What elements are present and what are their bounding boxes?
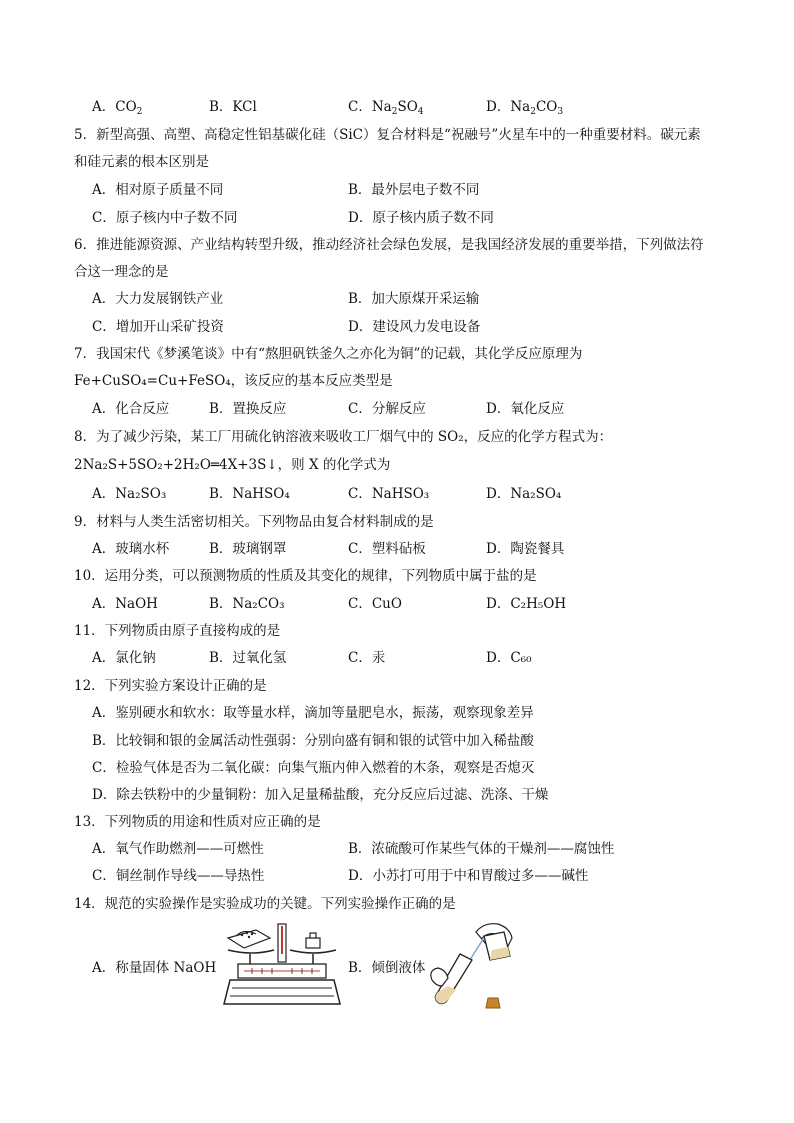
q12-stem: 12．下列实验方案设计正确的是 <box>74 678 267 694</box>
q6-option-a[interactable]: A．大力发展钢铁产业 <box>92 291 224 307</box>
pouring-liquid-illustration <box>426 920 518 1012</box>
q7-option-b[interactable]: B．置换反应 <box>209 401 287 417</box>
q5-option-d[interactable]: D．原子核内质子数不同 <box>348 210 494 226</box>
q4-option-b[interactable]: B．KCl <box>209 99 257 115</box>
q11-option-d[interactable]: D．C₆₀ <box>486 650 532 666</box>
q11-option-c[interactable]: C．汞 <box>348 650 386 666</box>
q14-option-b[interactable]: B．倾倒液体 <box>348 960 426 976</box>
q6-option-b[interactable]: B．加大原煤开采运输 <box>348 291 480 307</box>
q7-option-a[interactable]: A．化合反应 <box>92 401 170 417</box>
q9-option-a[interactable]: A．玻璃水杯 <box>92 541 170 557</box>
q7-option-d[interactable]: D．氧化反应 <box>486 401 565 417</box>
q9-option-c[interactable]: C．塑料砧板 <box>348 541 426 557</box>
q8-option-b[interactable]: B．NaHSO₄ <box>209 486 290 502</box>
q12-option-d[interactable]: D．除去铁粉中的少量铜粉：加入足量稀盐酸，充分反应后过滤、洗涤、干燥 <box>92 787 549 803</box>
q11-option-b[interactable]: B．过氧化氢 <box>209 650 287 666</box>
q10-stem: 10．运用分类，可以预测物质的性质及其变化的规律，下列物质中属于盐的是 <box>74 568 537 584</box>
q13-option-a[interactable]: A．氧气作助燃剂——可燃性 <box>92 841 264 857</box>
q10-option-d[interactable]: D．C₂H₅OH <box>486 596 567 612</box>
q8-option-c[interactable]: C．NaHSO₃ <box>348 486 430 502</box>
q13-option-d[interactable]: D．小苏打可用于中和胃酸过多——碱性 <box>348 868 589 884</box>
q6-stem-line2: 合这一理念的是 <box>74 264 169 280</box>
q5-stem-line1: 5．新型高强、高塑、高稳定性铝基碳化硅（SiC）复合材料是“祝融号”火星车中的一种重要材料。碳元素 <box>74 127 701 143</box>
q5-option-c[interactable]: C．原子核内中子数不同 <box>92 210 238 226</box>
q7-stem-line1: 7．我国宋代《梦溪笔谈》中有“熬胆矾铁釜久之亦化为铜”的记载，其化学反应原理为 <box>74 346 583 362</box>
q13-option-b[interactable]: B．浓硫酸可作某些气体的干燥剂——腐蚀性 <box>348 841 615 857</box>
q5-stem-line2: 和硅元素的根本区别是 <box>74 154 209 170</box>
q4-option-a[interactable]: A．$CO_2$ <box>92 99 143 117</box>
q11-option-a[interactable]: A．氯化钠 <box>92 650 156 666</box>
q9-option-b[interactable]: B．玻璃钢罩 <box>209 541 287 557</box>
q7-stem-line2: Fe+CuSO₄=Cu+FeSO₄，该反应的基本反应类型是 <box>74 373 393 389</box>
q7-option-c[interactable]: C．分解反应 <box>348 401 426 417</box>
q9-option-d[interactable]: D．陶瓷餐具 <box>486 541 565 557</box>
q6-option-c[interactable]: C．增加开山采矿投资 <box>92 319 224 335</box>
q8-option-a[interactable]: A．Na₂SO₃ <box>92 486 167 502</box>
q10-option-b[interactable]: B．Na₂CO₃ <box>209 596 285 612</box>
q4-option-d[interactable]: D．$Na_2CO_3$ <box>486 99 564 117</box>
q8-option-d[interactable]: D．Na₂SO₄ <box>486 486 562 502</box>
q12-option-b[interactable]: B．比较铜和银的金属活动性强弱：分别向盛有铜和银的试管中加入稀盐酸 <box>92 733 534 749</box>
q14-option-a[interactable]: A．称量固体 NaOH <box>92 960 217 976</box>
q6-stem-line1: 6．推进能源资源、产业结构转型升级，推动经济社会绿色发展，是我国经济发展的重要举措，下列做法符 <box>74 237 704 253</box>
q8-stem-line1: 8．为了减少污染，某工厂用硫化钠溶液来吸收工厂烟气中的 SO₂，反应的化学方程式为： <box>74 429 613 445</box>
q13-stem: 13．下列物质的用途和性质对应正确的是 <box>74 814 321 830</box>
q12-option-a[interactable]: A．鉴别硬水和软水：取等量水样，滴加等量肥皂水，振荡，观察现象差异 <box>92 705 534 721</box>
q5-option-a[interactable]: A．相对原子质量不同 <box>92 182 224 198</box>
q6-option-d[interactable]: D．建设风力发电设备 <box>348 319 481 335</box>
q9-stem: 9．材料与人类生活密切相关。下列物品由复合材料制成的是 <box>74 514 434 530</box>
q13-option-c[interactable]: C．铜丝制作导线——导热性 <box>92 868 265 884</box>
q12-option-c[interactable]: C．检验气体是否为二氧化碳：向集气瓶内伸入燃着的木条，观察是否熄灭 <box>92 760 535 776</box>
q8-equation-line: 2Na₂S+5SO₂+2H₂O═4X+3S↓，则 X 的化学式为 <box>74 457 391 473</box>
q10-option-a[interactable]: A．NaOH <box>92 596 158 612</box>
q11-stem: 11．下列物质由原子直接构成的是 <box>74 623 281 639</box>
q5-option-b[interactable]: B．最外层电子数不同 <box>348 182 480 198</box>
q10-option-c[interactable]: C．CuO <box>348 596 402 612</box>
balance-scale-illustration <box>222 920 342 1012</box>
q14-stem: 14．规范的实验操作是实验成功的关键。下列实验操作正确的是 <box>74 896 456 912</box>
q4-option-c[interactable]: C．$Na_2SO_4$ <box>348 99 424 117</box>
